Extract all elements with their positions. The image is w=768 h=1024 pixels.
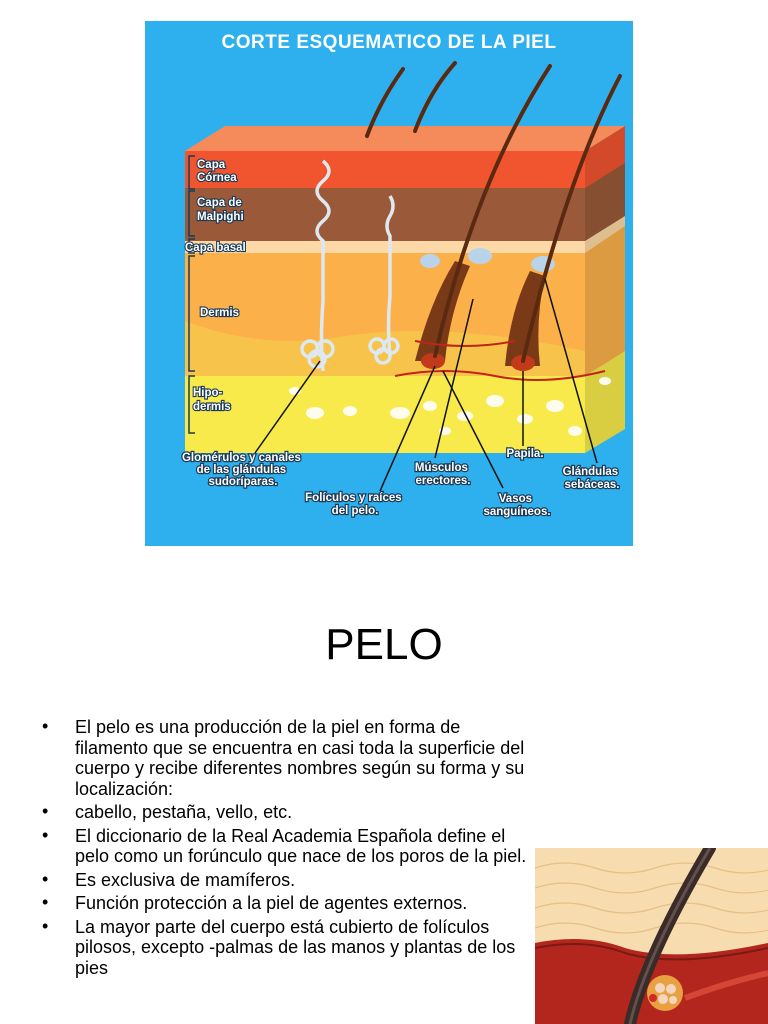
bullet-item: • Es exclusiva de mamíferos. xyxy=(40,870,538,891)
slide-title: PELO xyxy=(325,620,443,669)
bullet-item: • La mayor parte del cuerpo está cubierto de folículos pilosos, excepto -palmas de las manos y plantas de los pies xyxy=(40,917,538,979)
label-dermis: Dermis xyxy=(200,307,239,319)
skin-diagram-svg xyxy=(145,21,633,546)
skin-surface xyxy=(185,126,625,151)
label-capa-basal: Capa basal xyxy=(185,242,246,254)
label-capa-cornea: Capa Córnea xyxy=(197,159,237,184)
bullet-item: • Función protección a la piel de agentes externos. xyxy=(40,893,538,914)
hair-follicle-svg xyxy=(535,848,768,1024)
diagram-title: CORTE ESQUEMATICO DE LA PIEL xyxy=(221,32,557,53)
label-capa-malpighi: Capa de Malpighi xyxy=(197,197,244,223)
bullet-item: • El diccionario de la Real Academia Española define el pelo como un forúnculo que nace de los poros de la piel. xyxy=(40,826,538,867)
bullet-item: • El pelo es una producción de la piel en forma de filamento que se encuentra en casi toda la superficie del cuerpo y recibe diferentes nombres según su forma y su localización: xyxy=(40,717,538,799)
skin-diagram xyxy=(145,21,633,546)
callout-foliculos: Folículos y raíces del pelo. xyxy=(305,492,402,517)
callout-glomerulos: Glomérulos y canales de las glándulas sudoríparas. xyxy=(181,452,301,488)
callout-vasos: Vasos sanguíneos. xyxy=(483,493,551,518)
bullet-list xyxy=(40,717,538,981)
label-hipodermis: Hipo- dermis xyxy=(193,387,231,413)
bullet-item: • cabello, pestaña, vello, etc. xyxy=(40,802,538,823)
callout-musculos: Músculos erectores. xyxy=(414,462,471,487)
callout-glandulas: Glándulas sebáceas. xyxy=(562,466,620,491)
callout-papila: Papila. xyxy=(506,448,544,460)
hair-follicle-illustration xyxy=(535,848,768,1024)
sebaceous-gland xyxy=(647,975,683,1011)
